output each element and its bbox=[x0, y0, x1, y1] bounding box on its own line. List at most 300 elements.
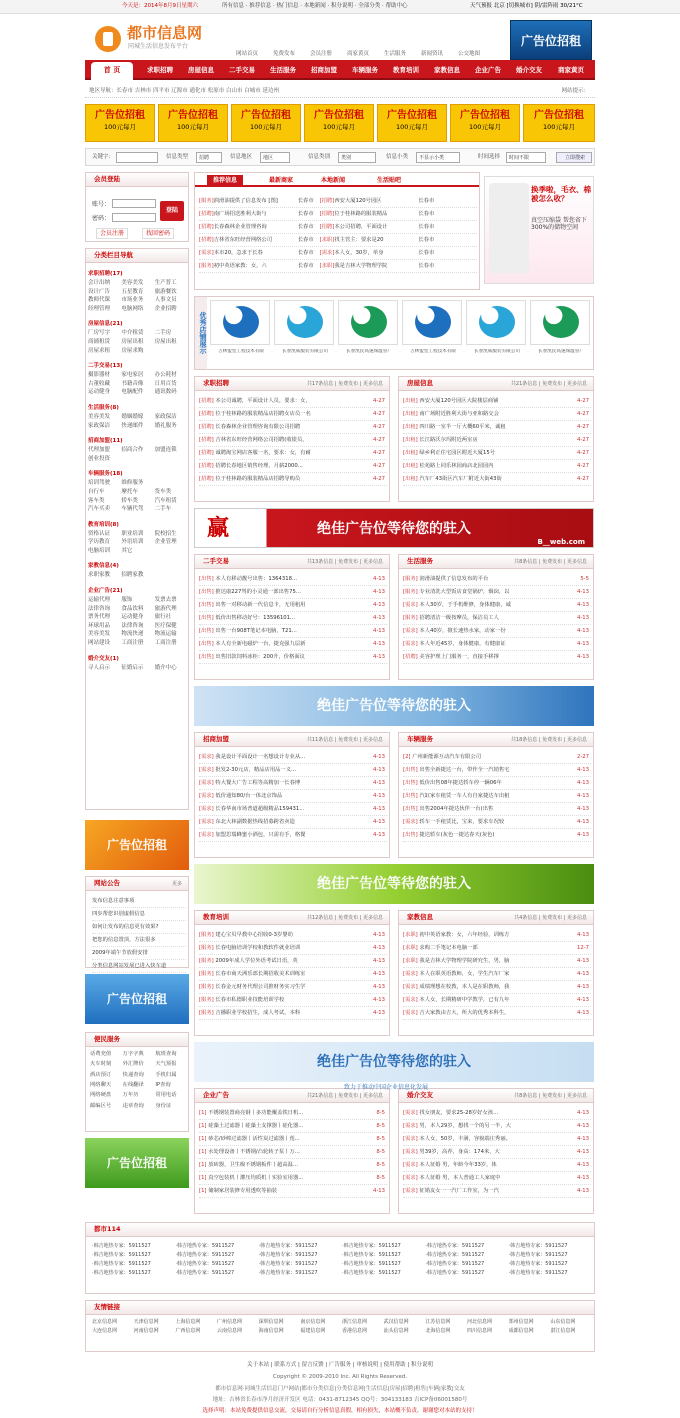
list-item[interactable] bbox=[403, 803, 591, 816]
row-title[interactable]: 本市20，急求于长春 bbox=[213, 250, 263, 256]
shop-logo[interactable] bbox=[338, 300, 398, 354]
city114-entry[interactable]: ·韩吉地热专家：5911527 bbox=[425, 1270, 485, 1276]
category-link[interactable]: 院校招生 bbox=[154, 530, 177, 537]
tab-news[interactable]: 本地新闻 bbox=[321, 177, 346, 184]
category-link[interactable]: 摩托车 bbox=[121, 488, 138, 495]
row-title[interactable]: 位于桂林路的服装精品 bbox=[334, 211, 388, 217]
list-item[interactable] bbox=[199, 638, 387, 651]
nav-item[interactable]: 求职招聘 bbox=[147, 66, 173, 74]
category-link[interactable]: 房屋求购 bbox=[121, 347, 144, 354]
friend-link[interactable]: 汕头信息网 bbox=[383, 1328, 409, 1334]
row-title[interactable]: 东北大林副数据热线招募跨省卖造 bbox=[213, 819, 295, 825]
category-link[interactable]: 法律咨询 bbox=[88, 605, 111, 612]
shop-name[interactable]: 吉林盟堂工程技术有限 bbox=[410, 349, 456, 354]
row-title[interactable]: 本人征婚 男，年龄今年33岁，体 bbox=[417, 1162, 497, 1168]
row-title[interactable]: 初中英语家教：女，六年经验，训练方 bbox=[417, 932, 510, 938]
quick-link[interactable]: 免费发布 bbox=[273, 51, 296, 57]
section-meta[interactable]: 共8条信息 | 免费发布 | 更多信息 bbox=[514, 1093, 587, 1099]
row-title[interactable]: 南广场附近胜利大街与亚和路交会 bbox=[417, 411, 499, 417]
forgot-link[interactable]: 找回密码 bbox=[142, 228, 174, 239]
convenience-link[interactable]: 常用电话 bbox=[155, 1092, 177, 1099]
yellow-ad[interactable]: 广告位招租 100元每月 bbox=[158, 104, 228, 142]
row-title[interactable]: 位于桂林路的服装精品店招聘导购员 bbox=[213, 476, 301, 482]
section-meta[interactable]: 共17条信息 | 免费发布 | 更多信息 bbox=[306, 381, 383, 387]
category-link[interactable]: 房屋出租 bbox=[154, 338, 177, 345]
list-item[interactable] bbox=[199, 612, 387, 625]
section-meta[interactable]: 共8条信息 | 免费发布 | 更多信息 bbox=[514, 559, 587, 565]
section-title[interactable]: 家教信息 bbox=[407, 913, 433, 921]
city114-entry[interactable]: ·韩吉地热专家：5911527 bbox=[258, 1270, 318, 1276]
convenience-link[interactable]: 火车时刻 bbox=[90, 1061, 112, 1068]
row-title[interactable]: 找女朋友，要求25-28岁好女孩... bbox=[417, 1110, 499, 1116]
category-link[interactable]: 运动健身 bbox=[121, 614, 144, 621]
category-link[interactable]: 征婚启示 bbox=[121, 664, 144, 671]
row-title[interactable]: 不锈钢装置商亮钢丨多功能覆盖铁日机... bbox=[206, 1110, 304, 1116]
list-item[interactable] bbox=[199, 1133, 387, 1146]
convenience-link[interactable]: 外汇牌价 bbox=[122, 1061, 144, 1068]
row-title[interactable]: 出售一台908T笔记本电脑，T21... bbox=[213, 628, 297, 634]
nav-item[interactable]: 二手交易 bbox=[229, 66, 255, 74]
list-item[interactable] bbox=[403, 1172, 591, 1185]
category-link[interactable]: 物流快递 bbox=[121, 631, 144, 638]
nav-item[interactable]: 家教信息 bbox=[434, 66, 460, 74]
friend-link[interactable]: 云南信息网 bbox=[217, 1328, 243, 1334]
friend-link[interactable]: 江苏信息网 bbox=[425, 1319, 451, 1325]
list-item[interactable] bbox=[403, 929, 591, 942]
category-link[interactable]: 维修服务 bbox=[121, 480, 144, 487]
list-item[interactable] bbox=[199, 460, 387, 473]
category-link[interactable]: 日用百货 bbox=[154, 380, 177, 387]
shop-name[interactable]: 长春凯民高速保温管厂 bbox=[538, 349, 584, 354]
section-title[interactable]: 车辆服务 bbox=[407, 735, 433, 743]
list-item[interactable] bbox=[403, 447, 591, 460]
site-logo[interactable] bbox=[95, 22, 225, 52]
city114-entry[interactable]: ·韩吉地热专家：5911527 bbox=[258, 1261, 318, 1267]
category-link[interactable]: 通讯数码 bbox=[154, 389, 177, 396]
row-title[interactable]: 汽缸家车租赁一车人有自家捷达车出租 bbox=[417, 793, 510, 799]
convenience-link[interactable]: 万年历 bbox=[122, 1092, 139, 1099]
notice-item[interactable]: 四步帮您识别虚假信息 bbox=[92, 908, 186, 921]
keyword-input[interactable] bbox=[116, 152, 158, 163]
list-item[interactable] bbox=[403, 1159, 591, 1172]
list-item[interactable] bbox=[403, 1146, 591, 1159]
recommend-row[interactable] bbox=[199, 195, 477, 208]
row-title[interactable]: 南广场招送胜利大街与 bbox=[213, 211, 267, 217]
city114-entry[interactable]: ·韩吉地热专家：5911527 bbox=[425, 1252, 485, 1258]
banner-ad[interactable]: 绝佳广告位等待您的驻入 bbox=[194, 864, 594, 904]
row-title[interactable]: 润滑油提供了信息发布的平台 bbox=[417, 576, 489, 582]
list-item[interactable] bbox=[199, 764, 387, 777]
city114-entry[interactable]: ·韩吉地热专家：5911527 bbox=[342, 1261, 401, 1267]
row-title[interactable]: 征婚友女一一汽厂工作室，为一汽 bbox=[417, 1188, 499, 1194]
category-heading[interactable]: 企业广告(21) bbox=[88, 588, 123, 595]
list-item[interactable] bbox=[199, 421, 387, 434]
list-item[interactable] bbox=[403, 1107, 591, 1120]
row-title[interactable]: 推达康227驾的小灵通一部出售75... bbox=[213, 589, 301, 595]
friend-link[interactable]: 深圳信息网 bbox=[258, 1319, 284, 1325]
login-button[interactable]: 登陆 bbox=[160, 201, 184, 221]
category-link[interactable]: 客车类 bbox=[88, 497, 105, 504]
row-title[interactable]: 低价通知80/台一体北京饰品 bbox=[213, 793, 283, 799]
recommend-row[interactable] bbox=[199, 208, 477, 221]
category-link[interactable]: 服饰 bbox=[121, 597, 133, 604]
list-item[interactable] bbox=[403, 829, 591, 842]
quick-link[interactable]: 新闻资讯 bbox=[421, 51, 444, 57]
row-title[interactable]: 美容护理上门服务一，直接手移撑 bbox=[417, 654, 499, 660]
city114-entry[interactable]: ·韩吉地热专家：5911527 bbox=[508, 1261, 568, 1267]
row-title[interactable]: 本人40岁，擅长速热水家，动家一份 bbox=[417, 628, 506, 634]
list-item[interactable] bbox=[199, 1185, 387, 1198]
nav-item[interactable]: 企业广告 bbox=[475, 66, 501, 74]
section-meta[interactable]: 共4条信息 | 免费发布 | 更多信息 bbox=[514, 915, 587, 921]
row-title[interactable]: 松苑路上同乐林园商店北园园内 bbox=[417, 463, 494, 469]
side-ad[interactable]: 换季啦，毛衣、棉被怎么收？ 真空压缩袋 帮您省下300%的储物空间 bbox=[484, 176, 594, 284]
category-link[interactable] bbox=[155, 548, 188, 555]
city114-entry[interactable]: ·韩吉地热专家：5911527 bbox=[258, 1252, 318, 1258]
category-link[interactable]: 自行车 bbox=[88, 488, 105, 495]
row-title[interactable]: 长春森林企业管理咨询有限公司招聘 bbox=[213, 424, 301, 430]
list-item[interactable] bbox=[199, 751, 387, 764]
top-ad[interactable]: 广告位招租 bbox=[510, 20, 592, 60]
top-links[interactable]: 所有信息 · 推荐信息 · 热门信息 · 本地新闻 · 积分说明 · 全部分类 · 帮助中心 bbox=[222, 3, 408, 9]
quick-link[interactable]: 会员注册 bbox=[310, 51, 333, 57]
category-link[interactable]: 二手房 bbox=[154, 330, 172, 337]
category-link[interactable]: 房屋求租 bbox=[88, 347, 111, 354]
list-item[interactable] bbox=[199, 929, 387, 942]
city114-entry[interactable]: ·韩吉地热专家：5911527 bbox=[175, 1270, 235, 1276]
category-link[interactable]: 美容美发 bbox=[88, 413, 111, 420]
row-title[interactable]: 男，本人29岁，想找一个的另一半，大 bbox=[417, 1123, 511, 1129]
row-title[interactable]: 放砖器，卫生级不锈钢板件丨超高温... bbox=[206, 1162, 299, 1168]
list-item[interactable] bbox=[199, 599, 387, 612]
category-heading[interactable]: 家教信息(4) bbox=[88, 563, 119, 570]
friend-link[interactable]: 天津信息网 bbox=[133, 1319, 159, 1325]
category-select[interactable]: 类别 bbox=[338, 152, 376, 163]
row-title[interactable]: 本人征婚 男，本人普通工人家庭中 bbox=[417, 1175, 501, 1181]
category-link[interactable] bbox=[155, 348, 188, 355]
category-link[interactable]: 五星教育 bbox=[121, 288, 144, 295]
banner-ad[interactable]: 绝佳广告位等待您的驻入 致力于推动中国企业信息化发展 bbox=[194, 1042, 594, 1082]
category-link[interactable]: 办公耗材 bbox=[154, 372, 177, 379]
friend-link[interactable]: 上海信息网 bbox=[175, 1319, 201, 1325]
category-link[interactable]: 书籍音像 bbox=[121, 380, 144, 387]
friend-link[interactable]: 浙江信息网 bbox=[342, 1319, 368, 1325]
list-item[interactable] bbox=[199, 408, 387, 421]
category-link[interactable]: 资格认证 bbox=[88, 530, 111, 537]
city114-entry[interactable]: ·韩吉地热专家：5911527 bbox=[425, 1261, 485, 1267]
row-title[interactable]: 2009年成人学位外语考试日语，英 bbox=[213, 958, 298, 964]
yellow-ad[interactable]: 广告位招租 100元每月 bbox=[85, 104, 155, 142]
friend-link[interactable]: 广州信息网 bbox=[217, 1319, 243, 1325]
banner-ad[interactable]: 赢 绝佳广告位等待您的驻入 B__web.com bbox=[194, 508, 594, 548]
notice-item[interactable]: 2009年端午节放假安排 bbox=[92, 947, 186, 960]
list-item[interactable] bbox=[403, 651, 591, 664]
list-item[interactable] bbox=[403, 790, 591, 803]
category-link[interactable]: 房屋出租 bbox=[121, 338, 144, 345]
yellow-ad[interactable]: 广告位招租 100元每月 bbox=[377, 104, 447, 142]
friend-link[interactable]: 福建信息网 bbox=[300, 1328, 326, 1334]
friend-link[interactable]: 成都信息网 bbox=[508, 1328, 534, 1334]
category-link[interactable]: 市场业务 bbox=[121, 297, 144, 304]
list-item[interactable] bbox=[403, 942, 591, 955]
search-button[interactable]: 立即搜索 bbox=[556, 152, 592, 163]
row-title[interactable]: 润滑油提供了信息发布 [图] bbox=[213, 198, 278, 204]
quick-link[interactable]: 商家黄页 bbox=[347, 51, 370, 57]
notice-item[interactable]: 如何让发布的信息更有效果? bbox=[92, 921, 186, 934]
section-title[interactable]: 求职招聘 bbox=[203, 379, 229, 387]
friend-link[interactable]: 广西信息网 bbox=[175, 1328, 201, 1334]
time-select[interactable]: 时间不限 bbox=[506, 152, 546, 163]
row-title[interactable]: 特大餐大广告工程等高精加一长春博 bbox=[213, 780, 301, 786]
shop-name[interactable]: 长春凯威服装有限公司 bbox=[474, 349, 520, 354]
list-item[interactable] bbox=[199, 1007, 387, 1020]
list-item[interactable] bbox=[199, 586, 387, 599]
left-ad[interactable]: 广告位招租 bbox=[85, 820, 189, 870]
list-item[interactable] bbox=[199, 942, 387, 955]
category-heading[interactable]: 生活服务(8) bbox=[88, 404, 119, 411]
category-link[interactable]: 美容美发 bbox=[88, 631, 111, 638]
category-link[interactable]: 会计出纳 bbox=[88, 280, 111, 286]
category-link[interactable]: 加盟连锁 bbox=[154, 447, 177, 454]
city114-entry[interactable]: ·韩吉地热专家：5911527 bbox=[92, 1270, 151, 1276]
category-link[interactable]: 企业招聘 bbox=[154, 305, 177, 312]
category-link[interactable]: 美容美发 bbox=[121, 280, 144, 286]
tab-recommend[interactable]: 推荐信息 bbox=[207, 175, 243, 186]
category-link[interactable]: 物流运输 bbox=[154, 631, 177, 638]
left-ad[interactable]: 广告位招租 bbox=[85, 1138, 189, 1188]
nav-item[interactable]: 房屋信息 bbox=[188, 66, 214, 74]
list-item[interactable] bbox=[199, 955, 387, 968]
list-item[interactable] bbox=[403, 777, 591, 790]
nav-item[interactable]: 教育培训 bbox=[393, 66, 419, 74]
category-link[interactable]: 人事文员 bbox=[154, 297, 177, 304]
list-item[interactable] bbox=[403, 751, 591, 764]
row-title[interactable]: 西安大厦120号园区 bbox=[334, 198, 382, 204]
row-title[interactable]: 长春市商天洲乐部长期招收美术训练室 bbox=[213, 971, 306, 977]
row-title[interactable]: 招聘长春地区销售经理，月薪2000... bbox=[213, 463, 303, 469]
row-title[interactable]: 加盟思瑞蜂蜜小酒包，只需有手，格餐 bbox=[213, 832, 306, 838]
recommend-row[interactable] bbox=[199, 221, 477, 234]
row-title[interactable]: 长春市私德职业技能培训学校 bbox=[213, 997, 285, 1003]
category-link[interactable]: 货车类 bbox=[154, 488, 172, 495]
row-title[interactable]: 长春金元财务代理公司推财务实习生学 bbox=[213, 984, 306, 990]
convenience-link[interactable]: 邮编区号 bbox=[90, 1102, 112, 1109]
convenience-link[interactable]: 快递查询 bbox=[122, 1071, 144, 1078]
nav-item[interactable]: 生活服务 bbox=[270, 66, 296, 74]
row-title[interactable]: 专业清洗大型饭店食堂锅炉，烟囱，以 bbox=[417, 589, 510, 595]
row-title[interactable]: 轿车一手租赁比，宝来，要求车况较 bbox=[417, 819, 505, 825]
row-title[interactable]: 批发2-30元店，精品店用品一义... bbox=[213, 767, 297, 773]
convenience-link[interactable]: 网络硬盘 bbox=[90, 1092, 112, 1099]
category-link[interactable]: 婚礼服务 bbox=[154, 422, 177, 429]
list-item[interactable] bbox=[199, 777, 387, 790]
row-title[interactable]: 出售全新捷达一台，带作全一汽销售宅 bbox=[417, 767, 510, 773]
section-title[interactable]: 二手交易 bbox=[203, 557, 229, 565]
row-title[interactable]: 男39岁，高荐，身高：174米，大 bbox=[417, 1149, 500, 1155]
region-links[interactable]: 地区导航：长春市 吉林市 四平市 辽源市 通化市 松原市 白山市 白城市 延边州 bbox=[89, 88, 279, 94]
row-title[interactable]: 本公司招聘，平面设计 bbox=[334, 224, 388, 230]
list-item[interactable] bbox=[403, 408, 591, 421]
city114-entry[interactable]: ·韩吉地热专家：5911527 bbox=[258, 1243, 318, 1249]
row-title[interactable]: 本人女，长期精研中学教学，已有九年 bbox=[417, 997, 510, 1003]
list-item[interactable] bbox=[199, 1146, 387, 1159]
region-select[interactable]: 地区 bbox=[260, 152, 290, 163]
category-link[interactable]: 教师代课 bbox=[88, 297, 111, 304]
section-title[interactable]: 招商加盟 bbox=[203, 735, 229, 743]
row-title[interactable]: 本人年近45岁，身体健康，有健康证 bbox=[417, 641, 506, 647]
list-item[interactable] bbox=[403, 1120, 591, 1133]
list-item[interactable] bbox=[199, 790, 387, 803]
list-item[interactable] bbox=[403, 586, 591, 599]
section-meta[interactable]: 共11条信息 | 免费发布 | 更多信息 bbox=[306, 737, 383, 743]
list-item[interactable] bbox=[403, 816, 591, 829]
friend-link[interactable]: 武汉信息网 bbox=[383, 1319, 409, 1325]
list-item[interactable] bbox=[199, 1107, 387, 1120]
row-title[interactable]: 绿乡利正住宅园区附近大厦15号 bbox=[417, 450, 496, 456]
convenience-link[interactable]: 违章查询 bbox=[122, 1102, 144, 1109]
convenience-link[interactable]: 话费充值 bbox=[90, 1051, 112, 1057]
category-link[interactable]: 工商注册 bbox=[154, 640, 177, 647]
row-title[interactable]: 本人有移动靓号出售：1364318... bbox=[213, 576, 298, 582]
convenience-link[interactable]: 网络聊天 bbox=[90, 1082, 112, 1089]
city114-entry[interactable]: ·韩吉地热专家：5911527 bbox=[92, 1252, 151, 1258]
list-item[interactable] bbox=[199, 803, 387, 816]
row-title[interactable]: 建心宝贝早教中心招收0-3岁婴幼 bbox=[213, 932, 293, 938]
category-link[interactable]: 家政保洁 bbox=[154, 413, 177, 420]
category-link[interactable]: 电脑培训 bbox=[88, 547, 111, 554]
category-link[interactable]: 培训驾驶 bbox=[88, 480, 111, 487]
category-heading[interactable]: 求职招聘(17) bbox=[88, 271, 123, 277]
section-title[interactable]: 房屋信息 bbox=[407, 379, 433, 387]
row-title[interactable]: 招聘清洁一级按摩员，保洁员工人 bbox=[417, 615, 499, 621]
row-title[interactable]: 本公司诚聘，平面设计人员，要求：女， bbox=[213, 398, 311, 404]
category-link[interactable]: 中介租赁 bbox=[121, 330, 144, 337]
category-link[interactable] bbox=[155, 456, 188, 463]
list-item[interactable] bbox=[403, 1185, 591, 1198]
category-heading[interactable]: 招商加盟(11) bbox=[88, 438, 123, 445]
nav-item[interactable]: 商家黄页 bbox=[558, 66, 584, 74]
category-link[interactable]: 商铺租赁 bbox=[88, 338, 111, 345]
section-title[interactable]: 企业广告 bbox=[203, 1091, 229, 1099]
category-link[interactable]: 招聘家教 bbox=[121, 572, 144, 579]
row-title[interactable]: 本人在职英语教师，女，学生汽车厂家 bbox=[417, 971, 510, 977]
row-title[interactable]: 出售2004年捷达伙伴一台(出售 bbox=[417, 806, 494, 812]
shop-logo[interactable] bbox=[402, 300, 462, 354]
notice-item[interactable]: 分类信息网站发展已进入快车道 bbox=[92, 960, 186, 973]
list-item[interactable] bbox=[403, 1133, 591, 1146]
category-link[interactable]: 寻人启示 bbox=[88, 664, 111, 671]
list-item[interactable] bbox=[199, 625, 387, 638]
city114-entry[interactable]: ·韩吉地热专家：5911527 bbox=[175, 1243, 235, 1249]
list-item[interactable] bbox=[403, 460, 591, 473]
category-heading[interactable]: 教育培训(8) bbox=[88, 521, 119, 528]
list-item[interactable] bbox=[199, 829, 387, 842]
row-title[interactable]: 低价出售08年捷达轿车停一辆06年 bbox=[417, 780, 502, 786]
left-ad[interactable]: 广告位招租 bbox=[85, 974, 189, 1024]
category-link[interactable]: 法律咨询 bbox=[121, 622, 144, 629]
category-link[interactable]: 招商合作 bbox=[121, 447, 144, 454]
quick-link[interactable]: 公交地图 bbox=[458, 51, 481, 57]
shop-name[interactable]: 长春凯民高速保温管厂 bbox=[346, 349, 392, 354]
row-title[interactable]: 本人有全新电磁炉一台，捷克强九层新 bbox=[213, 641, 306, 647]
friend-link[interactable]: 四川信息网 bbox=[467, 1328, 493, 1334]
category-link[interactable]: 旅游餐饮 bbox=[154, 288, 177, 295]
category-link[interactable]: 其它 bbox=[121, 547, 133, 554]
category-link[interactable]: 古董收藏 bbox=[88, 380, 111, 387]
category-link[interactable]: 轿车类 bbox=[121, 497, 138, 504]
convenience-link[interactable]: 航班查询 bbox=[155, 1051, 177, 1057]
list-item[interactable] bbox=[199, 573, 387, 586]
city114-entry[interactable]: ·韩吉地热专家：5911527 bbox=[175, 1261, 235, 1267]
category-link[interactable]: 代理加盟 bbox=[88, 447, 111, 454]
row-title[interactable]: 真空包装机丨灌压均质机丨实验室用器... bbox=[206, 1175, 304, 1181]
notice-item[interactable]: 把您的信息置顶，方法很多 bbox=[92, 934, 186, 947]
city114-entry[interactable]: ·韩吉地热专家：5911527 bbox=[425, 1243, 485, 1249]
section-meta[interactable]: 共12条信息 | 免费发布 | 更多信息 bbox=[306, 915, 383, 921]
banner-ad[interactable]: 绝佳广告位等待您的驻入 bbox=[194, 686, 594, 726]
category-heading[interactable]: 二手交易(13) bbox=[88, 363, 123, 370]
list-item[interactable] bbox=[403, 625, 591, 638]
list-item[interactable] bbox=[403, 968, 591, 981]
friend-link[interactable]: 北京信息网 bbox=[92, 1319, 118, 1325]
category-link[interactable]: 学历教育 bbox=[88, 539, 111, 546]
list-item[interactable] bbox=[199, 1172, 387, 1185]
list-item[interactable] bbox=[199, 816, 387, 829]
section-meta[interactable]: 共18条信息 | 免费发布 | 更多信息 bbox=[510, 737, 587, 743]
row-title[interactable]: 本人女，50岁，丰满，容貌端庄秀丽。 bbox=[417, 1136, 511, 1142]
city114-entry[interactable]: ·韩吉地热专家：5911527 bbox=[342, 1252, 401, 1258]
row-title[interactable]: 长春华南市场普道超级精品159431... bbox=[213, 806, 305, 812]
yellow-ad[interactable]: 广告位招租 100元每月 bbox=[523, 104, 595, 142]
subcategory-select[interactable]: 不显示小类 bbox=[416, 152, 460, 163]
category-link[interactable]: 汽车买卖 bbox=[88, 506, 111, 513]
nav-item[interactable]: 婚介交友 bbox=[516, 66, 542, 74]
friend-link[interactable]: 南京信息网 bbox=[300, 1319, 326, 1325]
row-title[interactable]: 西安大厦120号园区大院楼层商铺 bbox=[417, 398, 499, 404]
type-select[interactable]: 招聘 bbox=[196, 152, 222, 163]
shop-logo[interactable] bbox=[210, 300, 270, 354]
list-item[interactable] bbox=[403, 395, 591, 408]
list-item[interactable] bbox=[199, 395, 387, 408]
city114-entry[interactable]: ·韩吉地热专家：5911527 bbox=[92, 1243, 151, 1249]
list-item[interactable] bbox=[403, 421, 591, 434]
row-title[interactable]: 四川路一室半一厅大概60平米，诚租 bbox=[417, 424, 506, 430]
friend-link[interactable]: 大连信息网 bbox=[92, 1328, 118, 1334]
friend-link[interactable]: 河北信息网 bbox=[467, 1319, 493, 1325]
yellow-ad[interactable]: 广告位招租 100元每月 bbox=[304, 104, 374, 142]
row-title[interactable]: 诚聘淘宝网店客服一名，要求：女，有耐 bbox=[213, 450, 311, 456]
tab-forum[interactable]: 生活贴吧 bbox=[377, 177, 402, 184]
city114-entry[interactable]: ·韩吉地热专家：5911527 bbox=[175, 1252, 235, 1258]
category-link[interactable]: 网站建设 bbox=[88, 640, 111, 647]
category-heading[interactable]: 车辆服务(18) bbox=[88, 471, 123, 478]
category-heading[interactable]: 房屋信息(21) bbox=[88, 321, 123, 328]
city114-entry[interactable]: ·韩吉地热专家：5911527 bbox=[342, 1270, 401, 1276]
category-link[interactable]: 车辆代驾 bbox=[121, 506, 144, 513]
username-input[interactable] bbox=[112, 199, 156, 208]
list-item[interactable] bbox=[403, 599, 591, 612]
row-title[interactable]: 长春电脑培训学校和教软件就业培训 bbox=[213, 945, 301, 951]
category-link[interactable]: 运输代理 bbox=[88, 597, 111, 604]
category-link[interactable] bbox=[121, 456, 154, 463]
category-link[interactable]: 厂房写字 bbox=[88, 330, 111, 337]
convenience-link[interactable]: 天气预报 bbox=[155, 1061, 177, 1068]
nav-item[interactable]: 车辆服务 bbox=[352, 66, 378, 74]
friend-link[interactable]: 北海信息网 bbox=[425, 1328, 451, 1334]
category-link[interactable]: 运动健身 bbox=[88, 389, 111, 396]
row-title[interactable]: 水处理设备丨不锈钢/凸轮转子泵丨万... bbox=[206, 1149, 300, 1155]
list-item[interactable] bbox=[403, 573, 591, 586]
